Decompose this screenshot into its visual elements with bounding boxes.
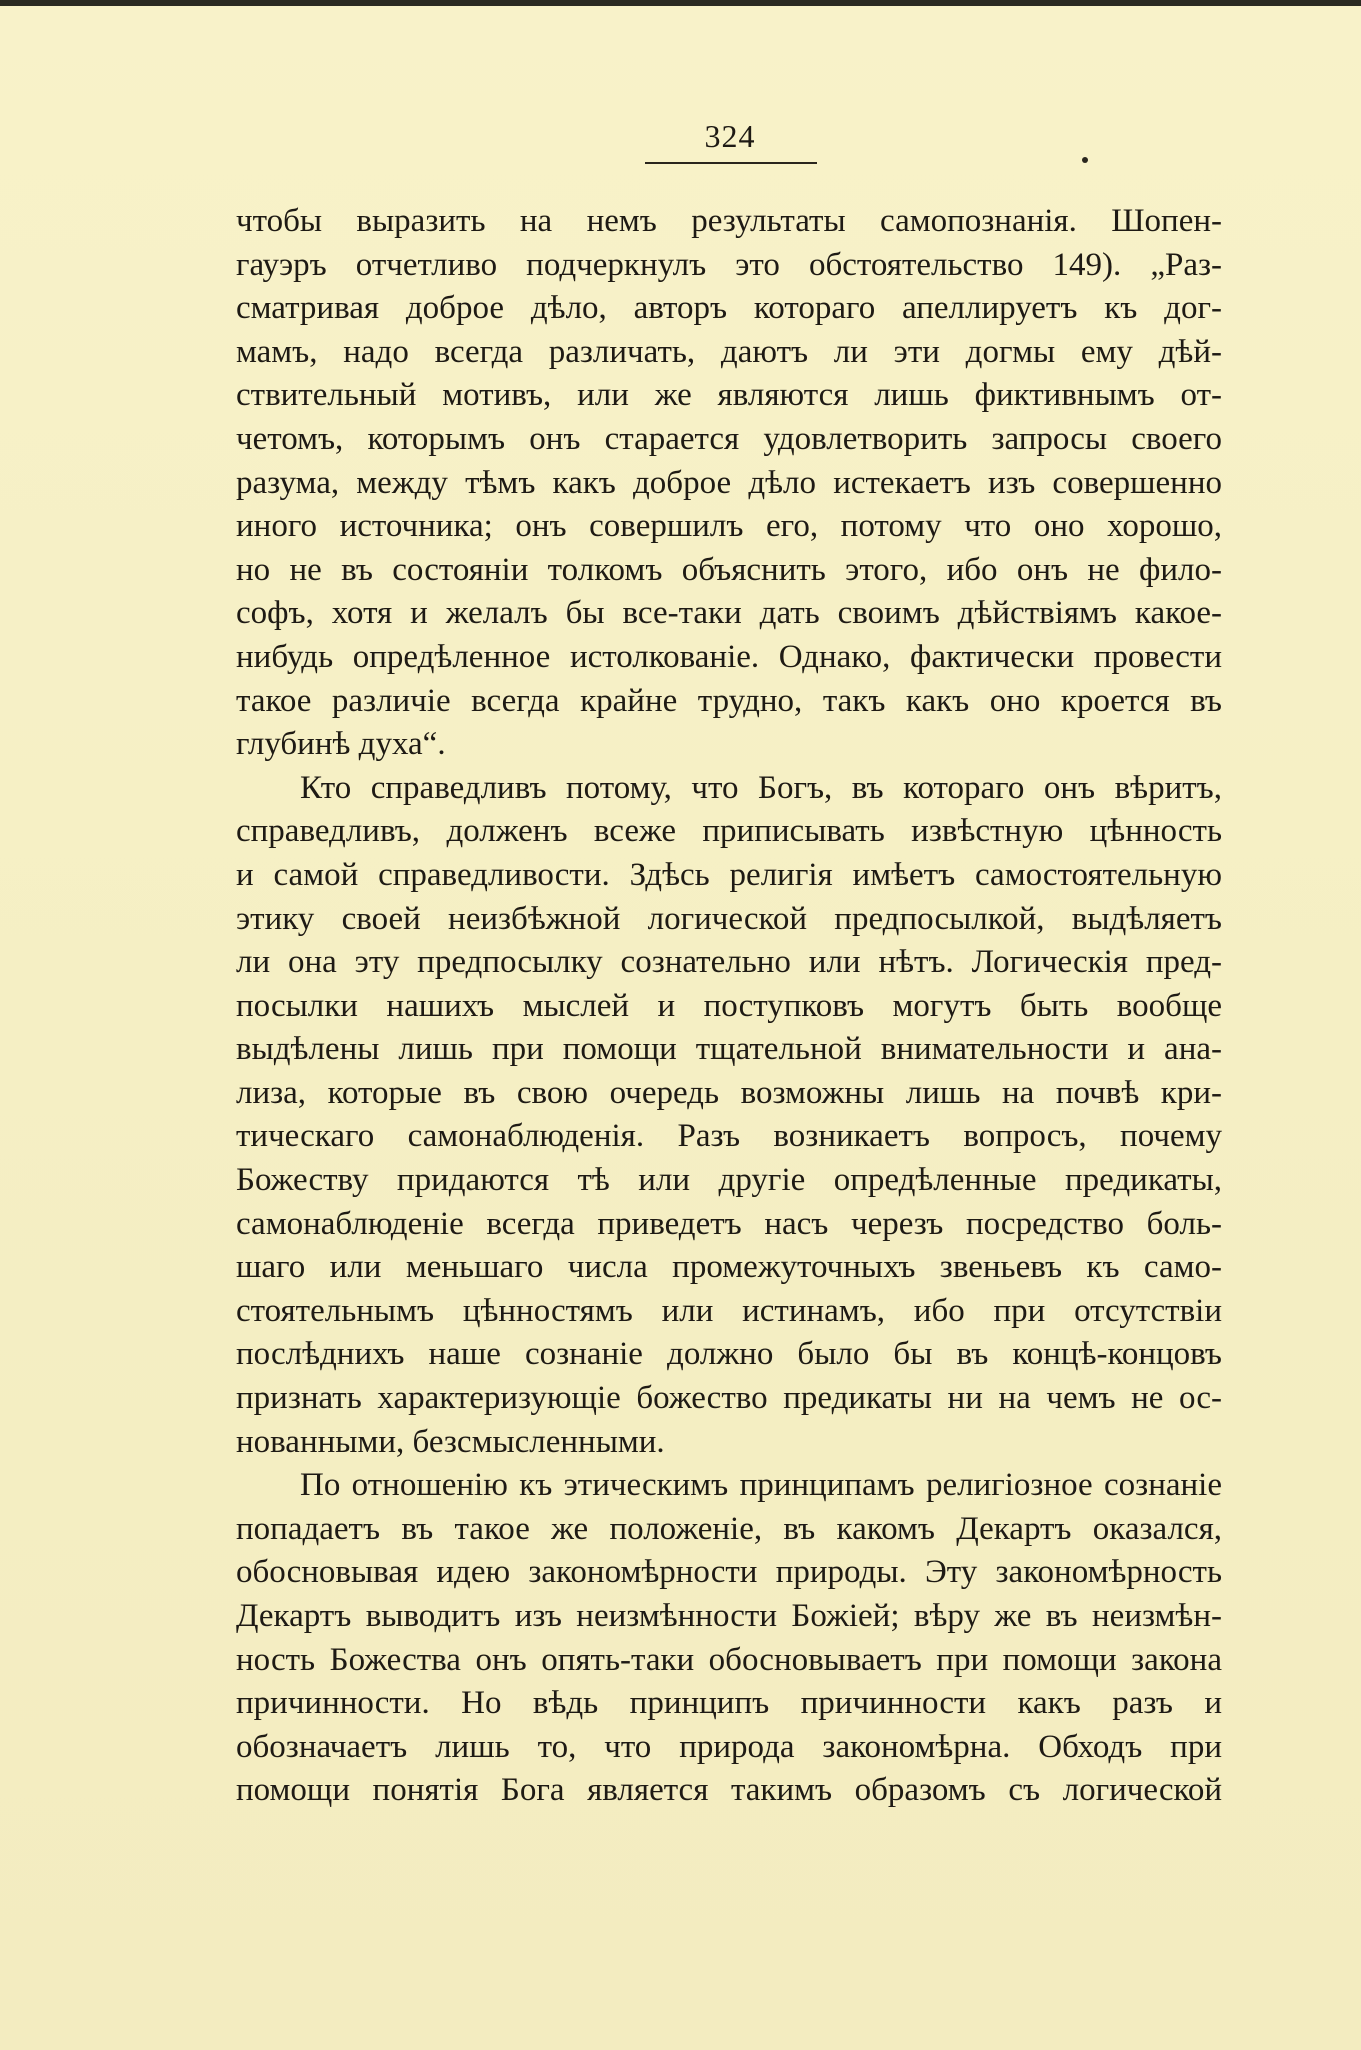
text-line: софъ, хотя и желалъ бы все-таки дать своимъ дѣйствіямъ какое-	[236, 595, 1222, 632]
paragraph-3	[236, 1464, 1222, 1813]
text-line: Божеству придаются тѣ или другіе опредѣленные предикаты,	[236, 1162, 1222, 1199]
text-line: лиза, которые въ свою очередь возможны лишь на почвѣ кри-	[236, 1074, 1222, 1111]
text-line: иного источника; онъ совершилъ его, потому что оно хорошо,	[236, 508, 1222, 545]
text-line: и самой справедливости. Здѣсь религія имѣетъ самостоятельную	[236, 856, 1222, 893]
text-line: причинности. Но вѣдь принципъ причинности какъ разъ и	[236, 1685, 1222, 1722]
text-line: выдѣлены лишь при помощи тщательной внимательности и ана-	[236, 1031, 1222, 1068]
text-line: попадаетъ въ такое же положеніе, въ какомъ Декартъ оказался,	[236, 1510, 1222, 1547]
text-line: ствительный мотивъ, или же являются лишь фиктивнымъ от-	[236, 377, 1222, 414]
text-line: Кто справедливъ потому, что Богъ, въ котораго онъ вѣритъ,	[300, 769, 1222, 806]
text-line: справедливъ, долженъ всеже приписывать извѣстную цѣнность	[236, 813, 1222, 850]
text-line: обосновывая идею закономѣрности природы. Эту закономѣрность	[236, 1554, 1222, 1591]
page-number: 324	[704, 118, 756, 154]
text-line: обозначаетъ лишь то, что природа закономѣрна. Обходъ при	[236, 1728, 1222, 1765]
scan-top-edge	[0, 0, 1361, 6]
page-number-rule	[645, 162, 817, 164]
text-line: послѣднихъ наше сознаніе должно было бы въ концѣ-концовъ	[236, 1336, 1222, 1373]
text-line: нибудь опредѣленное истолкованіе. Однако, фактически провести	[236, 638, 1222, 675]
text-line: сматривая доброе дѣло, авторъ котораго апеллируетъ къ дог-	[236, 290, 1222, 327]
text-line: шаго или меньшаго числа промежуточныхъ звеньевъ къ само-	[236, 1249, 1222, 1286]
text-line: посылки нашихъ мыслей и поступковъ могутъ быть вообще	[236, 987, 1222, 1024]
text-line: стоятельнымъ цѣнностямъ или истинамъ, ибо при отсутствіи	[236, 1292, 1222, 1329]
text-line: гауэръ отчетливо подчеркнулъ это обстоятельство 149). „Раз-	[236, 246, 1222, 283]
text-line: чтобы выразить на немъ результаты самопознанія. Шопен-	[236, 203, 1222, 239]
text-line: четомъ, которымъ онъ старается удовлетворить запросы своего	[236, 420, 1222, 457]
text-line: Декартъ выводитъ изъ неизмѣнности Божіей; вѣру же въ неизмѣн-	[236, 1598, 1222, 1634]
text-line: нованными, безсмысленными.	[236, 1423, 665, 1460]
text-line: такое различіе всегда крайне трудно, такъ какъ оно кроется въ	[236, 682, 1222, 719]
text-line: помощи понятія Бога является такимъ образомъ съ логической	[236, 1772, 1222, 1809]
text-line: признать характеризующіе божество предикаты ни на чемъ не ос-	[236, 1380, 1222, 1417]
ink-speck	[1082, 157, 1088, 163]
paragraph-1	[236, 200, 1222, 767]
text-line: глубинѣ духа“.	[236, 726, 446, 763]
text-line: этику своей неизбѣжной логической предпосылкой, выдѣляетъ	[236, 900, 1222, 937]
text-line: разума, между тѣмъ какъ доброе дѣло истекаетъ изъ совершенно	[236, 464, 1222, 501]
text-line: По отношенію къ этическимъ принципамъ религіозное сознаніе	[300, 1467, 1222, 1504]
text-line: тическаго самонаблюденія. Разъ возникаетъ вопросъ, почему	[236, 1118, 1222, 1155]
text-line: но не въ состояніи толкомъ объяснить этого, ибо онъ не фило-	[236, 551, 1222, 588]
text-line: самонаблюденіе всегда приведетъ насъ черезъ посредство боль-	[236, 1205, 1222, 1242]
text-line: ли она эту предпосылку сознательно или нѣтъ. Логическія пред-	[236, 944, 1222, 981]
text-line: мамъ, надо всегда различать, даютъ ли эти догмы ему дѣй-	[236, 333, 1222, 370]
paragraph-2	[236, 767, 1222, 1465]
body-text	[236, 200, 1222, 1813]
text-line: ность Божества онъ опять-таки обосновываетъ при помощи закона	[236, 1641, 1222, 1678]
